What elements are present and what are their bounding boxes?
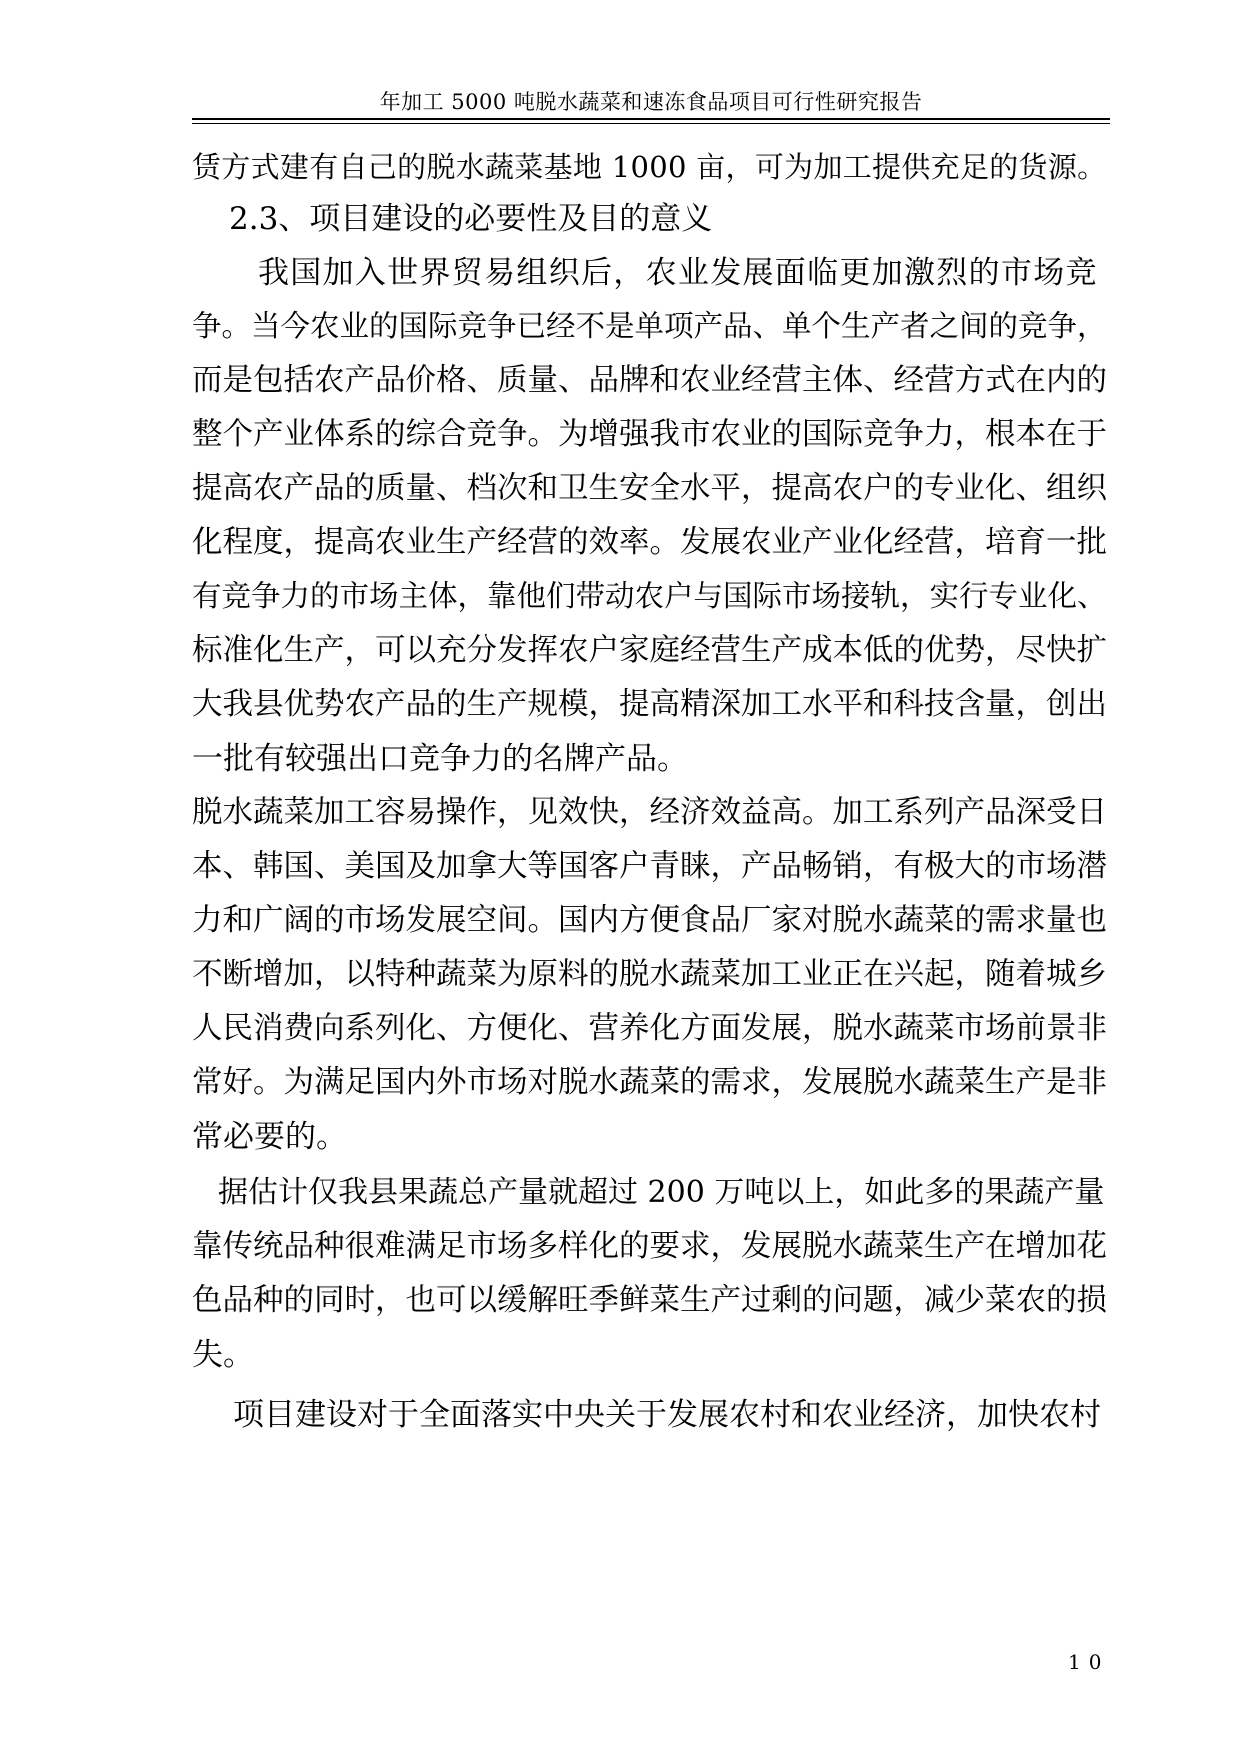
text-line: 力和广阔的市场发展空间。国内方便食品厂家对脱水蔬菜的需求量也	[192, 903, 1107, 938]
text-line: 常必要的。	[192, 1119, 347, 1155]
header-rule-thin	[192, 123, 1110, 124]
text-line: 不断增加，以特种蔬菜为原料的脱水蔬菜加工业正在兴起，随着城乡	[192, 957, 1107, 992]
header-rule	[192, 118, 1110, 120]
text-line: 提高农产品的质量、档次和卫生安全水平，提高农户的专业化、组织	[192, 471, 1107, 506]
text-line: 我国加入世界贸易组织后，农业发展面临更加激烈的市场竞	[258, 255, 1098, 291]
text-line: 争。当今农业的国际竞争已经不是单项产品、单个生产者之间的竞争，	[192, 309, 1107, 343]
text-line: 靠传统品种很难满足市场多样化的要求，发展脱水蔬菜生产在增加花	[192, 1229, 1107, 1264]
text-line: 脱水蔬菜加工容易操作，见效快，经济效益高。加工系列产品深受日	[192, 795, 1107, 830]
text-line: 据估计仅我县果蔬总产量就超过 200 万吨以上，如此多的果蔬产量	[218, 1175, 1105, 1210]
text-line: 色品种的同时，也可以缓解旺季鲜菜生产过剩的问题，减少菜农的损	[192, 1283, 1107, 1318]
running-header-title: 年加工 5000 吨脱水蔬菜和速冻食品项目可行性研究报告	[379, 90, 923, 114]
text-line: 失。	[192, 1337, 254, 1373]
text-line: 常好。为满足国内外市场对脱水蔬菜的需求，发展脱水蔬菜生产是非	[192, 1065, 1107, 1100]
text-line: 标准化生产，可以充分发挥农户家庭经营生产成本低的优势，尽快扩	[192, 633, 1107, 668]
text-line: 赁方式建有自己的脱水蔬菜基地 1000 亩，可为加工提供充足的货源。	[192, 150, 1107, 184]
page-number: 10	[1068, 1650, 1110, 1674]
section-heading: 2.3、项目建设的必要性及目的意义	[229, 201, 713, 237]
text-line: 人民消费向系列化、方便化、营养化方面发展，脱水蔬菜市场前景非	[192, 1011, 1107, 1046]
text-line: 而是包括农产品价格、质量、品牌和农业经营主体、经营方式在内的	[192, 363, 1107, 398]
text-line: 一批有较强出口竞争力的名牌产品。	[192, 741, 688, 777]
text-line: 有竞争力的市场主体，靠他们带动农户与国际市场接轨，实行专业化、	[192, 579, 1107, 613]
text-line: 整个产业体系的综合竞争。为增强我市农业的国际竞争力，根本在于	[192, 417, 1107, 452]
text-line: 本、韩国、美国及加拿大等国客户青睐，产品畅销，有极大的市场潜	[192, 849, 1107, 884]
text-line: 项目建设对于全面落实中央关于发展农村和农业经济，加快农村	[233, 1397, 1101, 1433]
text-line: 大我县优势农产品的生产规模，提高精深加工水平和科技含量，创出	[192, 687, 1107, 722]
text-line: 化程度，提高农业生产经营的效率。发展农业产业化经营，培育一批	[192, 525, 1107, 560]
